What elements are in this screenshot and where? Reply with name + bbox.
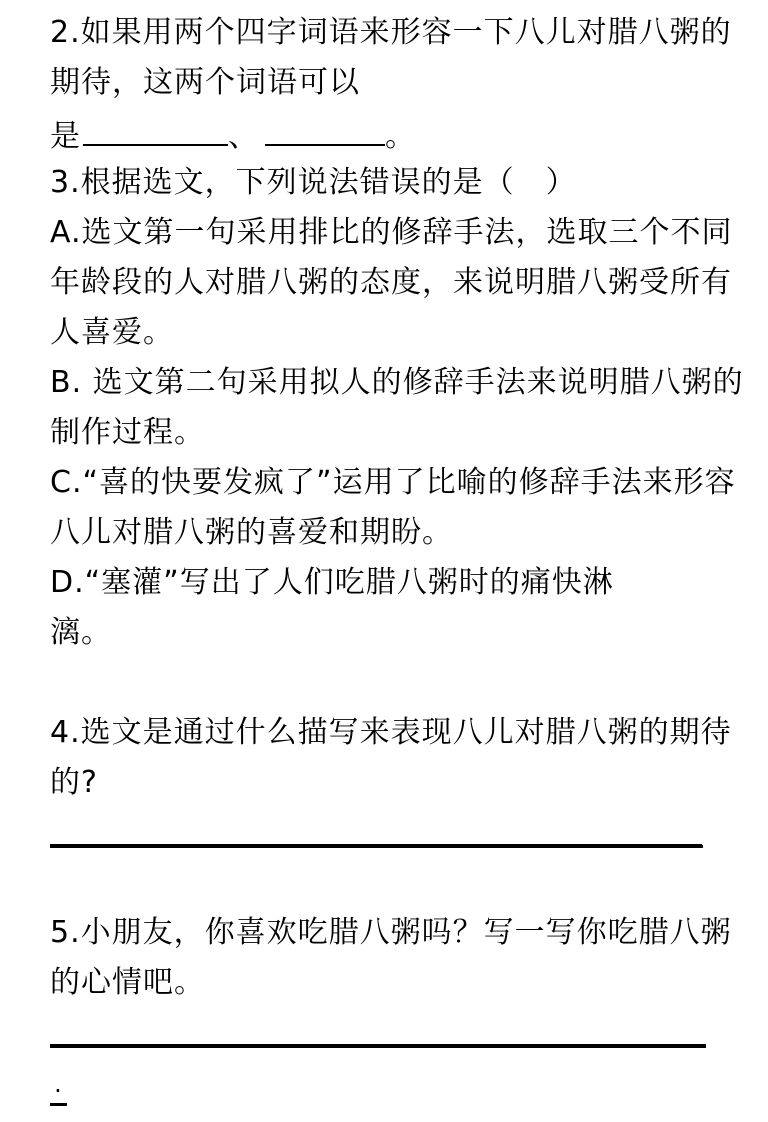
answer-blank-2[interactable] — [265, 108, 385, 146]
answer-rule-q4[interactable] — [50, 808, 702, 848]
option-a-line-1: A.选文第一句采用排比的修辞手法，选取三个不同 — [50, 215, 733, 250]
question-2-line-2: 期待，这两个词语可以 — [50, 65, 360, 100]
answer-rule-q5[interactable] — [50, 1008, 706, 1048]
question-5-line-1: 5.小朋友，你喜欢吃腊八粥吗？写一写你吃腊八粥 — [50, 915, 732, 950]
question-5-answer-line — [50, 1008, 734, 1058]
fill-suffix: 。 — [385, 119, 416, 154]
option-d-line-2: 漓。 — [50, 615, 112, 650]
question-2-line-1: 2.如果用两个四字词语来形容一下八儿对腊八粥的 — [50, 15, 732, 50]
option-c-line-1: C.“喜的快要发疯了”运用了比喻的修辞手法来形容 — [50, 465, 736, 500]
option-a-line-3: 人喜爱。 — [50, 315, 174, 350]
blank-line — [50, 858, 734, 908]
option-b-line-1: B. 选文第二句采用拟人的修辞手法来说明腊八粥的 — [50, 365, 744, 400]
question-2-fill-line — [50, 108, 734, 158]
option-c-line-2: 八儿对腊八粥的喜爱和期盼。 — [50, 515, 453, 550]
answer-line-period: . — [698, 826, 707, 854]
question-3-stem: 3.根据选文，下列说法错误的是（ ） — [50, 165, 577, 200]
answer-blank-1[interactable] — [83, 108, 228, 146]
option-a-line-2: 年龄段的人对腊八粥的态度，来说明腊八粥受所有 — [50, 265, 732, 300]
question-5-line-2: 的心情吧。 — [50, 965, 205, 1000]
question-5-answer-end-line — [50, 1058, 734, 1108]
fill-prefix: 是 — [50, 119, 81, 154]
option-d-line-1: D.“塞灌”写出了人们吃腊八粥时的痛快淋 — [50, 565, 614, 600]
underlined-period: . — [50, 1069, 67, 1106]
question-4-line-2: 的? — [50, 765, 98, 800]
question-4-line-1: 4.选文是通过什么描写来表现八儿对腊八粥的期待 — [50, 715, 732, 750]
question-4-answer-line — [50, 808, 734, 858]
fill-separator: 、 — [228, 119, 259, 154]
option-b-line-2: 制作过程。 — [50, 415, 205, 450]
blank-line — [50, 658, 734, 708]
